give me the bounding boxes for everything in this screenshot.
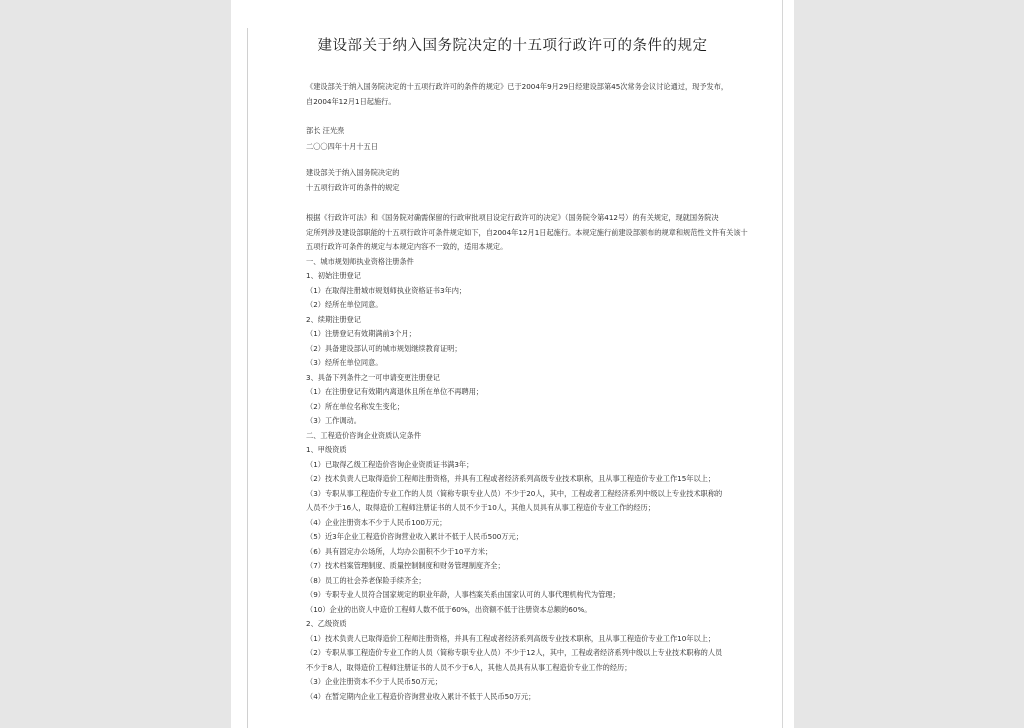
document-title: 建设部关于纳入国务院决定的十五项行政许可的条件的规定 (317, 38, 708, 54)
page-border-left (247, 28, 248, 728)
subtitle-line-1: 建设部关于纳入国务院决定的 (306, 168, 400, 177)
subsection-heading: 1、甲级资质 (306, 445, 347, 454)
body-line: 根据《行政许可法》和《国务院对确需保留的行政审批项目设定行政许可的决定》（国务院令第412号）的有关规定，现就国务院决 (306, 213, 719, 222)
list-item: （3）工作调动。 (306, 416, 361, 425)
list-item: （1）已取得乙级工程造价咨询企业资质证书满3年； (306, 460, 474, 469)
list-item: （3）企业注册资本不少于人民币50万元； (306, 677, 442, 686)
signatory: 部长 汪光焘 (306, 126, 345, 135)
list-item: （10）企业的出资人中造价工程师人数不低于60%，出资额不低于注册资本总额的60%。 (306, 605, 592, 614)
list-item: （2）所在单位名称发生变化； (306, 402, 405, 411)
subsection-heading: 1、初始注册登记 (306, 271, 361, 280)
document-page (231, 0, 794, 728)
list-item: （9）专职专业人员符合国家规定的职业年龄，人事档案关系由国家认可的人事代理机构代为管理； (306, 590, 620, 599)
intro-line-1: 《建设部关于纳入国务院决定的十五项行政许可的条件的规定》已于2004年9月29日经建设部第45次常务会议讨论通过，现予发布， (306, 82, 729, 91)
list-item: （5）近3年企业工程造价咨询营业收入累计不低于人民币500万元； (306, 532, 523, 541)
list-item: （2）具备建设部认可的城市规划继续教育证明； (306, 344, 462, 353)
list-item: （4）在暂定期内企业工程造价咨询营业收入累计不低于人民币50万元； (306, 692, 536, 701)
list-item: （2）技术负责人已取得造价工程师注册资格，并具有工程或者经济系列高级专业技术职称，且从事工程造价专业工作15年以上； (306, 474, 716, 483)
intro-line-2: 自2004年12月1日起施行。 (306, 97, 396, 106)
list-item: （6）具有固定办公场所，人均办公面积不少于10平方米； (306, 547, 493, 556)
list-item: （1）在取得注册城市规划师执业资格证书3年内； (306, 286, 467, 295)
signing-date: 二〇〇四年十月十五日 (306, 142, 378, 151)
list-item: （1）技术负责人已取得造价工程师注册资格，并具有工程或者经济系列高级专业技术职称，且从事工程造价专业工作10年以上； (306, 634, 716, 643)
section-heading: 二、工程造价咨询企业资质认定条件 (306, 431, 422, 440)
list-item: （1）在注册登记有效期内离退休且所在单位不再聘用； (306, 387, 484, 396)
body-line: 五项行政许可条件的规定与本规定内容不一致的，适用本规定。 (306, 242, 508, 251)
subtitle-line-2: 十五项行政许可的条件的规定 (306, 183, 400, 192)
section-heading: 一、城市规划师执业资格注册条件 (306, 257, 414, 266)
list-item: （3）经所在单位同意。 (306, 358, 383, 367)
list-item: （2）经所在单位同意。 (306, 300, 383, 309)
list-item: （2）专职从事工程造价专业工作的人员（简称专职专业人员）不少于12人，其中，工程或者经济系列中级以上专业技术职称的人员 (306, 648, 723, 657)
subsection-heading: 2、乙级资质 (306, 619, 347, 628)
list-item: （3）专职从事工程造价专业工作的人员（简称专职专业人员）不少于20人，其中，工程或者工程经济系列中级以上专业技术职称的 (306, 489, 723, 498)
list-item: （7）技术档案管理制度、质量控制制度和财务管理制度齐全； (306, 561, 505, 570)
body-line: 定所列涉及建设部职能的十五项行政许可条件规定如下，自2004年12月1日起施行。本规定施行前建设部颁布的规章和规范性文件有关该十 (306, 228, 748, 237)
list-item-continued: 人员不少于16人，取得造价工程师注册证书的人员不少于10人，其他人员具有从事工程造价专业工作的经历； (306, 503, 655, 512)
list-item-continued: 不少于8人，取得造价工程师注册证书的人员不少于6人，其他人员具有从事工程造价专业工作的经历； (306, 663, 632, 672)
subsection-heading: 2、续期注册登记 (306, 315, 361, 324)
page-border-right (782, 0, 783, 728)
subsection-heading: 3、具备下列条件之一可申请变更注册登记 (306, 373, 440, 382)
list-item: （8）员工的社会养老保险手续齐全； (306, 576, 426, 585)
list-item: （1）注册登记有效期满前3个月； (306, 329, 416, 338)
list-item: （4）企业注册资本不少于人民币100万元； (306, 518, 447, 527)
